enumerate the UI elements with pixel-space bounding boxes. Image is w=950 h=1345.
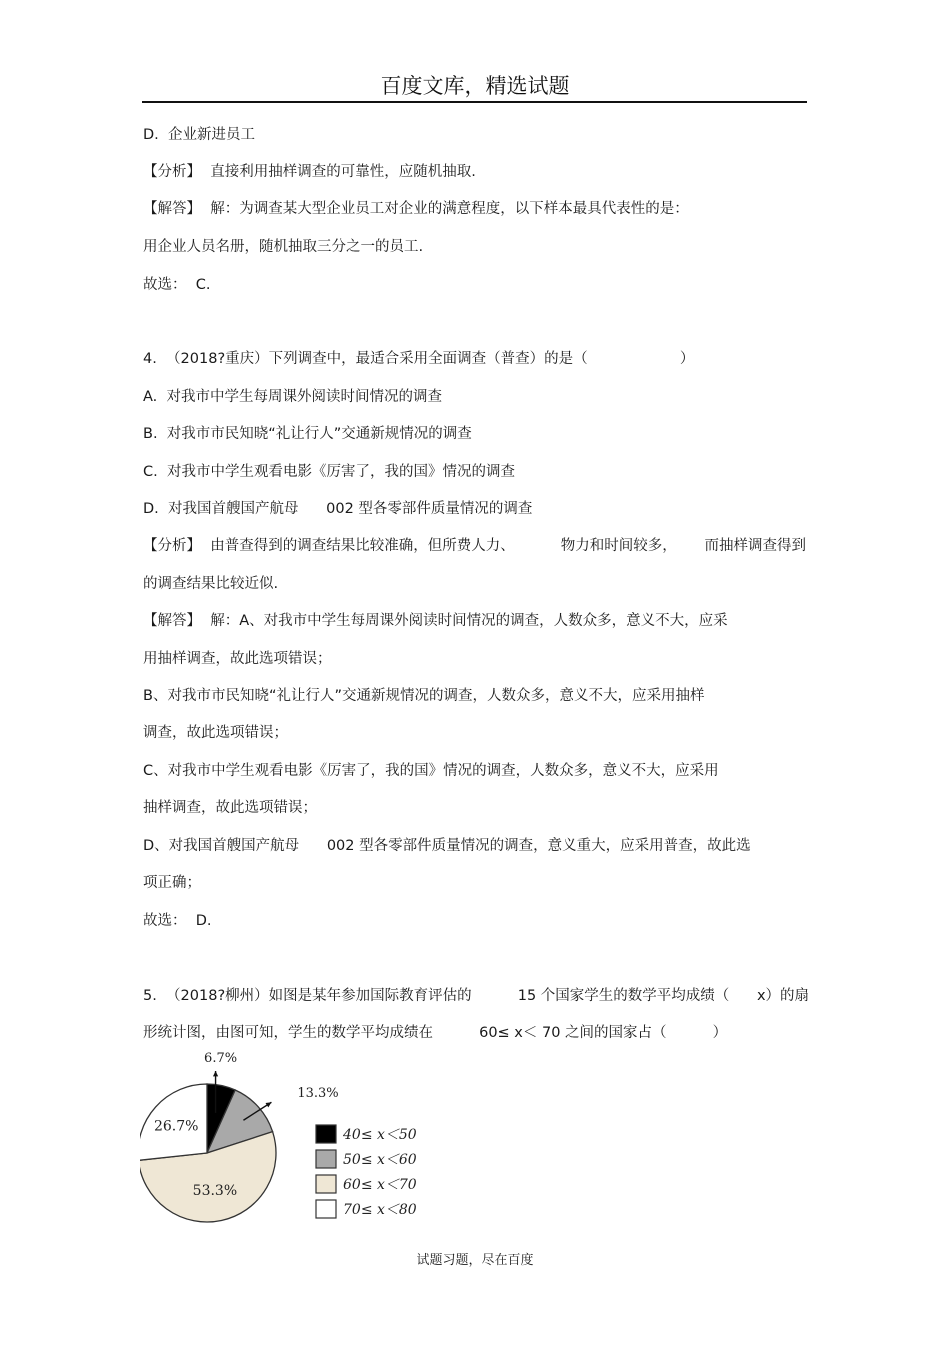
solution-line: 用企业人员名册，随机抽取三分之一的员工. [143, 239, 424, 255]
solution-line: 抽样调查，故此选项错误； [143, 800, 317, 816]
legend-swatch [316, 1175, 336, 1193]
question-4-stem: 4. （2018?重庆）下列调查中，最适合采用全面调查（普查）的是（ ） [143, 351, 695, 367]
legend-label: 70≤ x＜80 [343, 1202, 417, 1218]
slice-label: 26.7% [153, 1118, 199, 1135]
question-4-option-d: D. 对我国首艘国产航母 002 型各零部件质量情况的调查 [143, 501, 533, 517]
slice-label: 13.3% [297, 1086, 339, 1101]
page-footer: 试题习题，尽在百度 [416, 1253, 534, 1268]
legend-label: 60≤ x＜70 [343, 1177, 417, 1193]
answer-line: 故选： D. [143, 913, 212, 929]
legend-swatch [316, 1200, 336, 1218]
solution-line: 【解答】 解：A、对我市中学生每周课外阅读时间情况的调查，人数众多，意义不大，应采 [143, 613, 728, 629]
legend-label: 40≤ x＜50 [343, 1127, 417, 1143]
question-4-option-a: A. 对我市中学生每周课外阅读时间情况的调查 [143, 389, 442, 405]
slice-label: 6.7% [204, 1051, 238, 1066]
analysis-line: 【分析】 由普查得到的调查结果比较准确，但所费人力、 物力和时间较多， 而抽样调查得到 [143, 538, 806, 554]
header-divider [142, 101, 807, 103]
legend-swatch [316, 1150, 336, 1168]
question-4-option-b: B. 对我市市民知晓“礼让行人”交通新规情况的调查 [143, 426, 472, 442]
analysis-line: 的调查结果比较近似. [143, 576, 279, 592]
solution-line: 项正确； [143, 875, 201, 891]
solution-line: 用抽样调查，故此选项错误； [143, 651, 332, 667]
analysis-line: 【分析】 直接利用抽样调查的可靠性，应随机抽取. [143, 164, 476, 180]
page-header-title: 百度文库，精选试题 [380, 74, 570, 98]
question-5-stem: 形统计图，由图可知，学生的数学平均成绩在 60≤ x＜ 70 之间的国家占（ ） [143, 1025, 728, 1041]
solution-line: B、对我市市民知晓“礼让行人”交通新规情况的调查，人数众多，意义不大，应采用抽样 [143, 688, 705, 704]
slice-label: 53.3% [192, 1183, 238, 1200]
solution-line: 【解答】 解：为调查某大型企业员工对企业的满意程度，以下样本最具代表性的是： [143, 201, 689, 217]
question-5-stem: 5. （2018?柳州）如图是某年参加国际教育评估的 15 个国家学生的数学平均成绩（ x）的扇 [143, 988, 810, 1004]
option-d-line: D. 企业新进员工 [143, 127, 255, 143]
legend-swatch [316, 1125, 336, 1143]
solution-line: D、对我国首艘国产航母 002 型各零部件质量情况的调查，意义重大，应采用普查，故此选 [143, 838, 751, 854]
answer-line: 故选： C. [143, 277, 211, 293]
legend-label: 50≤ x＜60 [343, 1152, 417, 1168]
arrow-head [213, 1071, 218, 1076]
solution-line: 调查，故此选项错误； [143, 725, 288, 741]
pie-chart [140, 1045, 450, 1230]
solution-line: C、对我市中学生观看电影《厉害了，我的国》情况的调查，人数众多，意义不大，应采用 [143, 763, 719, 779]
question-4-option-c: C. 对我市中学生观看电影《厉害了，我的国》情况的调查 [143, 464, 515, 480]
